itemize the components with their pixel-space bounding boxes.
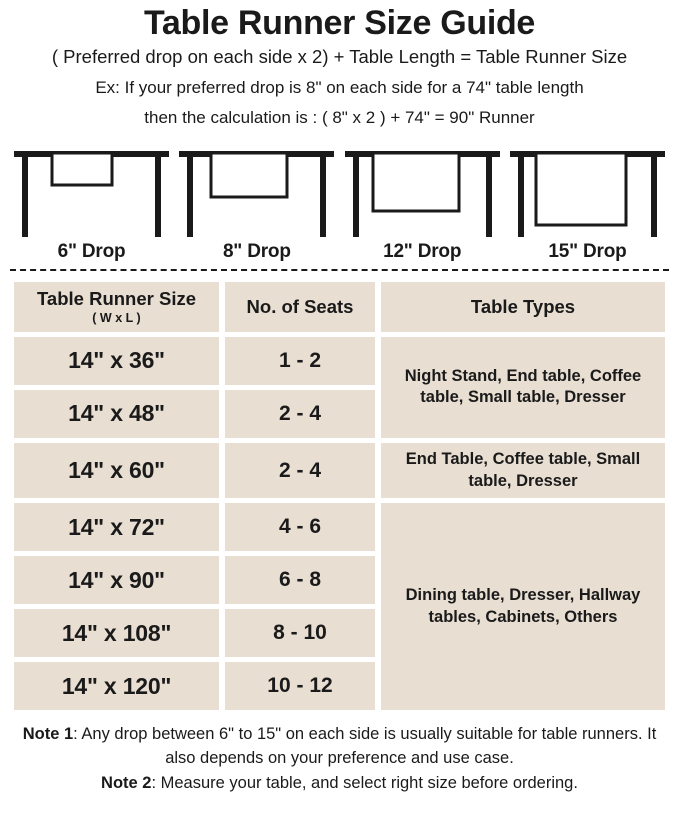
table-header-row (14, 282, 665, 332)
cell-seats: 2 - 4 (225, 443, 375, 499)
drop-label: 8" Drop (222, 240, 291, 262)
drop-diagrams (8, 139, 671, 263)
table-with-runner-icon (175, 139, 338, 239)
cell-seats: 1 - 2 (225, 337, 375, 385)
note-1 (12, 723, 667, 770)
cell-size: 14" x 108" (14, 609, 219, 657)
cell-size: 14" x 72" (14, 503, 219, 551)
cell-seats: 2 - 4 (225, 390, 375, 438)
cell-table-types: Night Stand, End table, Coffee table, Small table, Dresser (381, 337, 665, 438)
example-line-2: then the calculation is : ( 8" x 2 ) + 74" = 90" Runner (144, 107, 535, 127)
note-2 (12, 772, 667, 795)
drop-label: 15" Drop (548, 240, 627, 262)
header-size (14, 282, 219, 332)
drop-diagram-15 (506, 139, 669, 263)
cell-size: 14" x 48" (14, 390, 219, 438)
note-2-label: Note 2 (101, 774, 152, 793)
example-line-1: Ex: If your preferred drop is 8" on each side for a 74" table length (95, 78, 584, 98)
notes-section (8, 723, 671, 795)
drop-diagram-12 (341, 139, 504, 263)
page-title: Table Runner Size Guide (143, 4, 536, 42)
table-runner-size-guide-page (0, 4, 679, 826)
table-row (14, 443, 665, 499)
table-with-runner-icon (506, 139, 669, 239)
header-seats: No. of Seats (225, 282, 375, 332)
cell-table-types: Dining table, Dresser, Hallway tables, Cabinets, Others (381, 503, 665, 710)
header-types: Table Types (381, 282, 665, 332)
cell-seats: 6 - 8 (225, 556, 375, 604)
table-with-runner-icon (341, 139, 504, 239)
cell-size: 14" x 60" (14, 443, 219, 499)
cell-table-types: End Table, Coffee table, Small table, Dresser (381, 443, 665, 499)
cell-size: 14" x 120" (14, 662, 219, 710)
table-with-runner-icon (10, 139, 173, 239)
section-divider (10, 269, 669, 271)
table-row (14, 337, 665, 385)
drop-label: 6" Drop (57, 240, 126, 262)
size-table (8, 277, 671, 716)
header-size-label: Table Runner Size (37, 288, 196, 310)
table-row (14, 503, 665, 551)
cell-size: 14" x 90" (14, 556, 219, 604)
note-2-text: : Measure your table, and select right size before ordering. (151, 774, 578, 793)
cell-seats: 10 - 12 (225, 662, 375, 710)
formula-line: ( Preferred drop on each side x 2) + Table Length = Table Runner Size (51, 46, 628, 68)
cell-size: 14" x 36" (14, 337, 219, 385)
drop-label: 12" Drop (383, 240, 462, 262)
note-1-label: Note 1 (22, 725, 74, 744)
cell-seats: 8 - 10 (225, 609, 375, 657)
drop-diagram-6 (10, 139, 173, 263)
drop-diagram-8 (175, 139, 338, 263)
note-1-text: : Any drop between 6" to 15" on each side is usually suitable for table runners. It also depends on your preference and use case. (73, 725, 657, 767)
cell-seats: 4 - 6 (225, 503, 375, 551)
header-size-sub: ( W x L ) (92, 311, 141, 326)
